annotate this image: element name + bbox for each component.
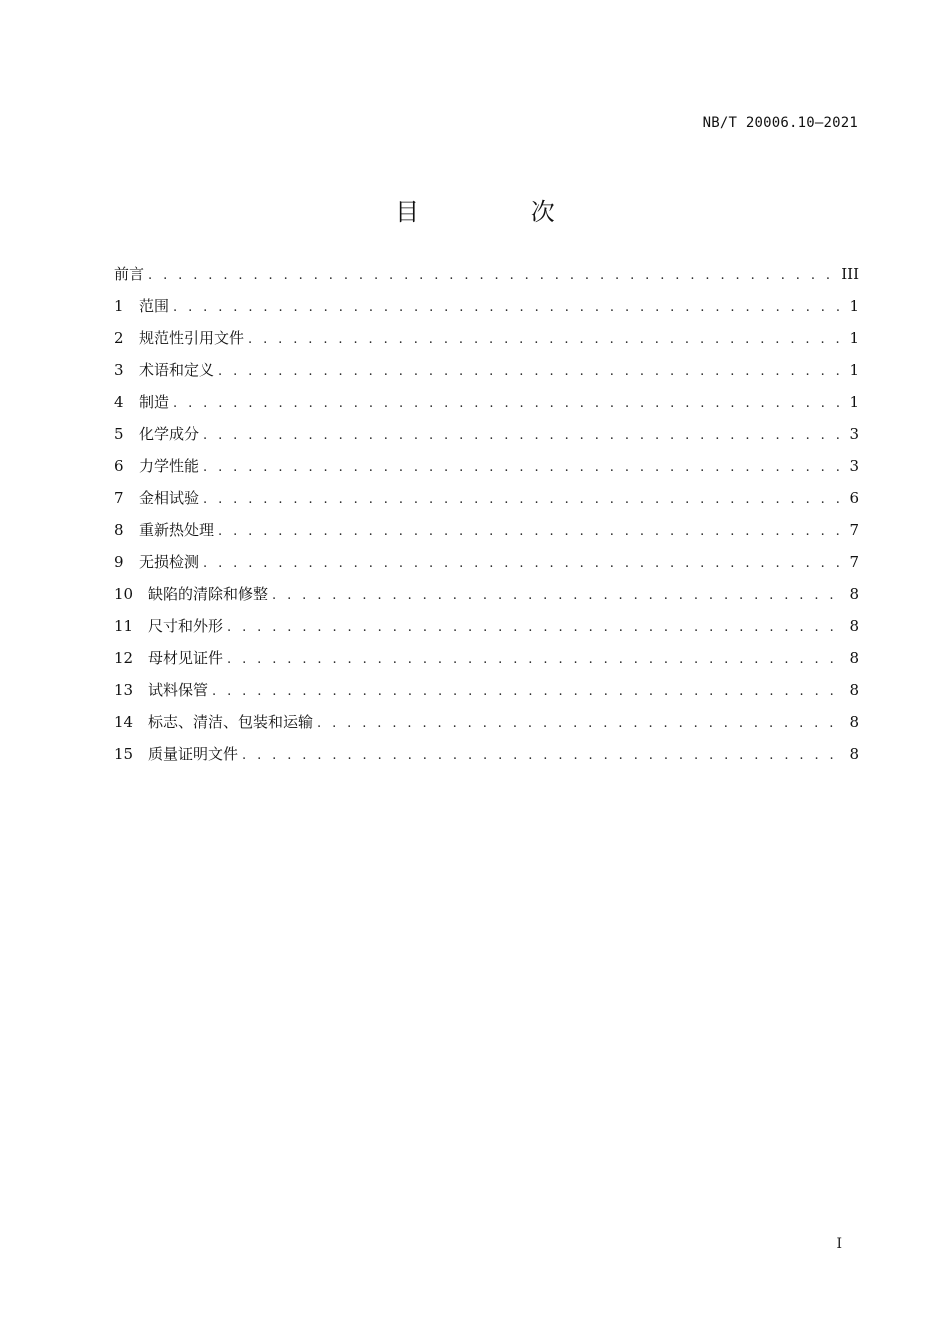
dot-leader	[203, 424, 843, 448]
toc-entry-8[interactable]	[114, 518, 859, 550]
toc-entry-number: 7	[114, 489, 124, 507]
dot-leader	[272, 584, 843, 608]
toc-entry-11[interactable]	[114, 614, 859, 646]
toc-entry-page: 1	[849, 393, 859, 411]
toc-entry-label: 规范性引用文件	[139, 329, 245, 347]
toc-entry-4[interactable]	[114, 390, 859, 422]
toc-entry-13[interactable]	[114, 678, 859, 710]
toc-entry-label: 母材见证件	[148, 649, 224, 667]
toc-entry-page: 7	[849, 521, 859, 539]
toc-entry-page: 1	[849, 361, 859, 379]
dot-leader	[227, 616, 843, 640]
dot-leader	[173, 296, 843, 320]
toc-entry-label: 力学性能	[139, 457, 200, 475]
toc-entry-page: 8	[849, 585, 859, 603]
toc-entry-label: 术语和定义	[139, 361, 215, 379]
toc-entry-number: 5	[114, 425, 124, 443]
toc-entry-number: 13	[114, 681, 134, 699]
toc-entry-label: 化学成分	[139, 425, 200, 443]
dot-leader	[317, 712, 843, 736]
toc-entry-label: 无损检测	[139, 553, 200, 571]
toc-entry-number: 14	[114, 713, 134, 731]
dot-leader	[242, 744, 843, 768]
toc-entry-9[interactable]	[114, 550, 859, 582]
dot-leader	[218, 520, 843, 544]
toc-entry-number: 2	[114, 329, 124, 347]
toc-entry-6[interactable]	[114, 454, 859, 486]
page-title: 目 次	[395, 198, 607, 226]
toc-entry-number: 9	[114, 553, 124, 571]
toc-entry-1[interactable]	[114, 294, 859, 326]
toc-entry-page: III	[841, 265, 859, 283]
toc-entry-15[interactable]	[114, 742, 859, 774]
toc-entry-label: 范围	[139, 297, 170, 315]
toc-entry-5[interactable]	[114, 422, 859, 454]
toc-entry-number: 1	[114, 297, 124, 315]
toc-entry-number: 4	[114, 393, 124, 411]
toc-entry-label: 尺寸和外形	[148, 617, 224, 635]
dot-leader	[203, 552, 843, 576]
toc-entry-label: 制造	[139, 393, 170, 411]
toc-entry-number: 6	[114, 457, 124, 475]
toc-entry-label: 质量证明文件	[148, 745, 239, 763]
toc-entry-foreword[interactable]	[114, 262, 859, 294]
toc-entry-number: 10	[114, 585, 134, 603]
toc-entry-label: 前言	[114, 265, 145, 283]
toc-entry-label: 金相试验	[139, 489, 200, 507]
dot-leader	[203, 488, 843, 512]
toc-entry-page: 1	[849, 297, 859, 315]
toc-entry-page: 6	[849, 489, 859, 507]
toc-entry-page: 8	[849, 745, 859, 763]
toc-entry-page: 3	[849, 457, 859, 475]
dot-leader	[203, 456, 843, 480]
toc-entry-page: 8	[849, 649, 859, 667]
page-number: I	[836, 1236, 842, 1252]
dot-leader	[148, 264, 835, 288]
toc-entry-page: 8	[849, 617, 859, 635]
toc-entry-page: 1	[849, 329, 859, 347]
toc-entry-label: 缺陷的清除和修整	[148, 585, 269, 603]
toc-entry-number: 3	[114, 361, 124, 379]
toc-entry-page: 8	[849, 713, 859, 731]
toc-entry-number: 12	[114, 649, 134, 667]
dot-leader	[218, 360, 843, 384]
table-of-contents	[114, 262, 859, 774]
toc-entry-label: 试料保管	[148, 681, 209, 699]
toc-entry-14[interactable]	[114, 710, 859, 742]
toc-entry-3[interactable]	[114, 358, 859, 390]
dot-leader	[248, 328, 843, 352]
dot-leader	[173, 392, 843, 416]
toc-entry-2[interactable]	[114, 326, 859, 358]
toc-entry-number: 15	[114, 745, 134, 763]
toc-entry-page: 3	[849, 425, 859, 443]
toc-entry-number: 11	[114, 617, 134, 635]
toc-entry-label: 标志、清洁、包装和运输	[148, 713, 314, 731]
standard-code: NB/T 20006.10—2021	[702, 115, 858, 131]
toc-entry-10[interactable]	[114, 582, 859, 614]
toc-entry-number: 8	[114, 521, 124, 539]
toc-entry-page: 8	[849, 681, 859, 699]
dot-leader	[212, 680, 843, 704]
dot-leader	[227, 648, 843, 672]
toc-entry-page: 7	[849, 553, 859, 571]
toc-entry-7[interactable]	[114, 486, 859, 518]
toc-entry-label: 重新热处理	[139, 521, 215, 539]
toc-entry-12[interactable]	[114, 646, 859, 678]
